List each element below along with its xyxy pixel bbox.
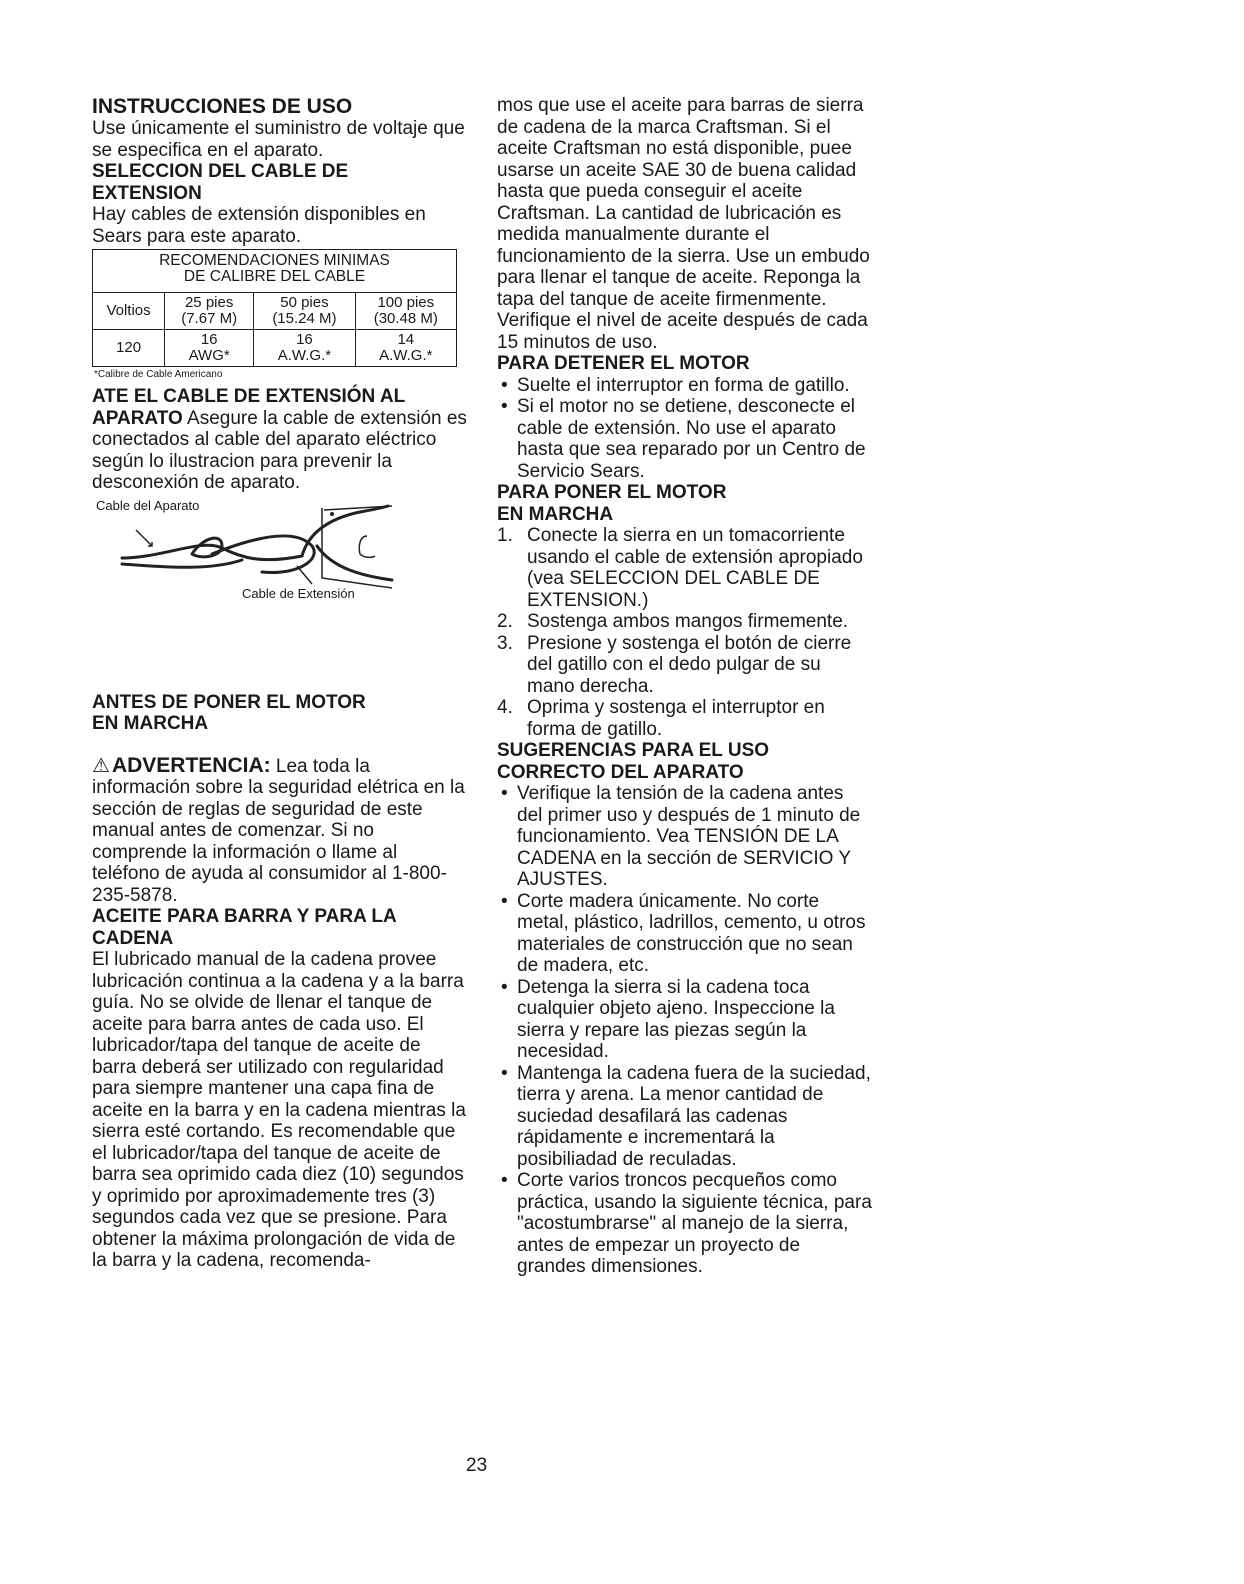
tips-heading-2: CORRECTO DEL APARATO <box>497 761 744 783</box>
oil-paragraph-continued: mos que use el aceite para barras de sierra de cadena de la marca Craftsman. Si el aceite Craftsman no está disponible, puee usarse un aceite SAE 30 de buena calidad hasta que pueda conseguir el aceite Craftsman. La cantidad de lubricación es medida manualmente durante el funcionamiento de la sierra. Use un embudo para llenar el tanque de aceite. Reponga la tapa del tanque de aceite firmenmente. Verifique el nivel de aceite después de cada 15 minutos de uso. <box>497 95 870 353</box>
attach-paragraph: APARATO Asegure la cable de extensión es conectados al cable del aparato eléctrico según lo ilustracion para prevenir la desconexión de aparato. <box>92 407 467 493</box>
cable-selection-heading-1: SELECCION DEL CABLE DE <box>92 161 349 182</box>
warning-title: ADVERTENCIA: <box>111 753 271 777</box>
warning-triangle-icon: ⚠ <box>92 754 110 777</box>
table-header: RECOMENDACIONES MINIMAS DE CALIBRE DEL CABLE <box>93 250 457 293</box>
tips-heading-1: SUGERENCIAS PARA EL USO <box>497 740 770 761</box>
table-row <box>93 293 457 330</box>
cable-selection-heading-2: EXTENSION <box>92 182 202 204</box>
start-motor-list <box>497 525 872 740</box>
table-cell: 16 A.W.G.* <box>254 330 355 367</box>
stop-motor-list <box>497 375 872 483</box>
start-motor-heading-1: PARA PONER EL MOTOR <box>497 482 727 503</box>
table-footnote: *Calibre de Cable Americano <box>94 369 223 380</box>
oil-paragraph: El lubricado manual de la cadena provee lubricación continua a la cadena y a la barra guía. No se olvide de llenar el tanque de aceite para barra antes de cada uso. El lubricador/tapa del tanque de aceite de barra deberá ser utilizado con regularidad para siempre mantener una capa fina de aceite en la barra y en la cadena mientras la sierra esté cortando. Es recomendable que el lubricador/tapa del tanque de aceite de barra sea oprimido cada diez (10) segundos y oprimido por aproximademente tres (3) segundos cada vez que se presione. Para obtener la máxima prolongación de vida de la barra y la cadena, recomenda- <box>92 949 466 1271</box>
before-start-heading-2: EN MARCHA <box>92 713 209 734</box>
section-title: INSTRUCCIONES DE USO <box>92 95 353 118</box>
warning-paragraph <box>92 755 467 907</box>
list-item: • Si el motor no se detiene, desconecte el cable de extensión. No use el aparato hasta que sea reparado por un Centro de Servicio Sears. <box>501 396 866 482</box>
list-item: • Detenga la sierra si la cadena toca cualquier objeto ajeno. Inspeccione la sierra y repare las piezas según la necesidad. <box>501 976 835 1062</box>
list-item: • Corte varios troncos pecqueños como práctica, usando la siguiente técnica, para "acostumbrarse" al manejo de la sierra, antes de empezar un proyecto de grandes dimensiones. <box>501 1170 872 1277</box>
table-cell: 100 pies (30.48 M) <box>355 293 456 330</box>
table-row <box>93 330 457 367</box>
stop-motor-heading: PARA DETENER EL MOTOR <box>497 353 750 374</box>
table-cell: 120 <box>93 330 165 367</box>
extension-cable-label: Cable de Extensión <box>242 585 355 601</box>
attach-heading-1: ATE EL CABLE DE EXTENSIÓN AL <box>92 386 406 407</box>
appliance-cable-label: Cable del Aparato <box>96 497 200 513</box>
list-item: 2. Sostenga ambos mangos firmemente. <box>497 611 849 632</box>
tips-list <box>497 783 872 1278</box>
cable-figure <box>92 498 467 606</box>
table-cell: 14 A.W.G.* <box>355 330 456 367</box>
table-cell: 25 pies (7.67 M) <box>165 293 254 330</box>
cable-gauge-table <box>92 249 457 367</box>
list-item: • Suelte el interruptor en forma de gatillo. <box>501 374 850 396</box>
oil-heading-1: ACEITE PARA BARRA Y PARA LA <box>92 906 397 927</box>
table-cell: Voltios <box>93 293 165 330</box>
cable-selection-text: Hay cables de extensión disponibles en Sears para este aparato. <box>92 204 426 247</box>
table-cell: 50 pies (15.24 M) <box>254 293 355 330</box>
warning-text: Lea toda la información sobre la seguridad elétrica en la sección de reglas de seguridad de este manual antes de comenzar. Si no comprende la información o llame al teléfono de ayuda al consumidor al 1-800-235-5878. <box>92 755 465 906</box>
intro-paragraph: Use únicamente el suministro de voltaje que se especifica en el aparato. <box>92 118 465 161</box>
list-item: • Verifique la tensión de la cadena antes del primer uso y después de 1 minuto de funcionamiento. Vea TENSIÓN DE LA CADENA en la sección de SERVICIO Y AJUSTES. <box>501 783 861 890</box>
list-item: • Corte madera únicamente. No corte metal, plástico, ladrillos, cemento, u otros materiales de construcción que no sean de madera, etc. <box>501 890 866 976</box>
list-item: 3. Presione y sostenga el botón de cierre del gatillo con el dedo pulgar de su mano derecha. <box>497 632 852 697</box>
cable-knot-illustration <box>92 498 467 606</box>
left-column <box>92 95 467 1272</box>
list-item: 4. Oprima y sostenga el interruptor en forma de gatillo. <box>497 697 825 740</box>
list-item: 1. Conecte la sierra en un tomacorriente usando el cable de extensión apropiado (vea SELECCION DEL CABLE DE EXTENSION.) <box>497 525 863 611</box>
right-column <box>497 95 872 1278</box>
table-cell: 16 AWG* <box>165 330 254 367</box>
list-item: • Mantenga la cadena fuera de la suciedad, tierra y arena. La menor cantidad de suciedad desafilará las cadenas rápidamente e incrementará la posibiliadad de reculadas. <box>501 1062 871 1170</box>
before-start-heading-1: ANTES DE PONER EL MOTOR <box>92 691 366 713</box>
oil-heading-2: CADENA <box>92 927 174 949</box>
page-number: 23 <box>466 1455 488 1476</box>
start-motor-heading-2: EN MARCHA <box>497 503 614 525</box>
